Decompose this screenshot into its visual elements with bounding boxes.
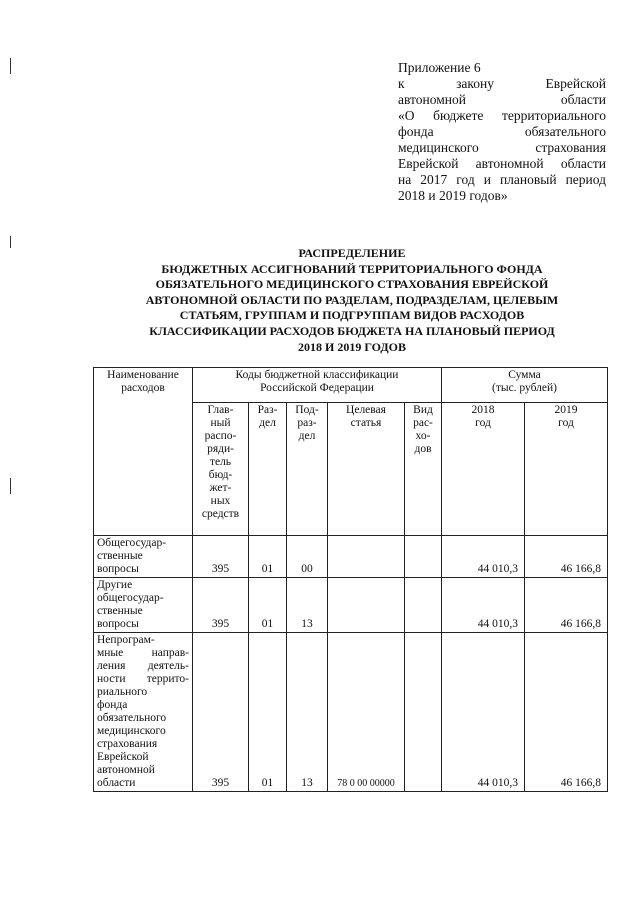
header-2018: [442, 403, 525, 536]
cell-2018: 44 010,3: [442, 578, 525, 633]
header-text: Раз-: [257, 404, 278, 416]
cell-celevaya: 78 0 00 00000: [328, 633, 405, 792]
header-text: хо-: [415, 430, 431, 442]
cell-vid: [405, 633, 442, 792]
header-text: дов: [414, 443, 432, 455]
header-text: статья: [350, 417, 382, 429]
cell-2019: 46 166,8: [525, 633, 608, 792]
header-text: Вид: [413, 404, 433, 416]
header-text: 2018: [471, 404, 495, 416]
header-text: раз-: [297, 417, 317, 429]
row-name-line: вопросы: [97, 618, 139, 630]
header-text: жет-: [209, 482, 232, 494]
title-line: ОБЯЗАТЕЛЬНОГО МЕДИЦИНСКОГО СТРАХОВАНИЯ ЕВРЕЙСКОЙ: [155, 277, 549, 292]
row-name-line: автономной: [97, 764, 155, 776]
row-name-line: Общегосудар-: [97, 537, 167, 549]
header-text: дел: [298, 430, 316, 442]
cell-celevaya: [328, 578, 405, 633]
cell-2019: 46 166,8: [525, 578, 608, 633]
header-text: ряди-: [207, 443, 234, 455]
table-row: [94, 536, 608, 578]
header-text: ный: [210, 417, 231, 429]
header-text: Наименование: [107, 369, 179, 381]
header-sum: [442, 368, 608, 403]
header-codes: [193, 368, 442, 403]
header-vid: [405, 403, 442, 536]
appendix-block: [398, 60, 606, 204]
cell-celevaya: [328, 536, 405, 578]
title-line: 2018 И 2019 ГОДОВ: [298, 339, 406, 354]
row-name-line: вопросы: [97, 563, 139, 575]
margin-mark: [10, 58, 11, 74]
header-text: год: [475, 417, 491, 429]
header-text: дел: [259, 417, 276, 429]
row-name-line: области: [97, 777, 136, 789]
table-row: [94, 633, 608, 792]
cell-razdel: 01: [249, 633, 287, 792]
row-name-line: фонда: [97, 699, 128, 711]
cell-podrazdel: 00: [287, 536, 328, 578]
appendix-line: к закону Еврейской: [398, 76, 606, 91]
header-text: ных: [210, 495, 231, 507]
header-glavny: [193, 403, 249, 536]
row-name: [94, 536, 193, 578]
header-text: 2019: [554, 404, 578, 416]
title-line: КЛАССИФИКАЦИИ РАСХОДОВ БЮДЖЕТА НА ПЛАНОВЫЙ ПЕРИОД: [149, 323, 555, 338]
row-name-line: ственные: [97, 550, 143, 562]
header-text: расходов: [121, 382, 165, 394]
appendix-line: медицинского страхования: [398, 140, 606, 155]
header-celevaya: [328, 403, 405, 536]
header-text: Под-: [295, 404, 319, 416]
margin-mark: [10, 478, 11, 494]
row-name-line: Другие: [97, 579, 133, 591]
header-text: год: [558, 417, 574, 429]
appendix-line: Приложение 6: [398, 60, 481, 75]
cell-glavny: 395: [193, 536, 249, 578]
cell-razdel: 01: [249, 578, 287, 633]
margin-mark: [10, 236, 11, 248]
row-name: [94, 633, 193, 792]
cell-razdel: 01: [249, 536, 287, 578]
row-name-line: обязательного: [97, 712, 167, 724]
cell-vid: [405, 536, 442, 578]
row-name-line: ности террито-: [97, 673, 189, 685]
header-podrazdel: [287, 403, 328, 536]
row-name-line: ления деятель-: [97, 660, 189, 672]
header-text: тель: [209, 456, 232, 468]
appendix-line: автономной области: [398, 92, 606, 107]
appendix-line: Еврейской автономной области: [398, 156, 606, 171]
header-text: (тыс. рублей): [491, 382, 558, 394]
title-line: БЮДЖЕТНЫХ АССИГНОВАНИЙ ТЕРРИТОРИАЛЬНОГО ФОНДА: [161, 261, 543, 276]
title-line: АВТОНОМНОЙ ОБЛАСТИ ПО РАЗДЕЛАМ, ПОДРАЗДЕЛАМ, ЦЕЛЕВЫМ: [145, 292, 559, 307]
title-line: РАСПРЕДЕЛЕНИЕ: [298, 246, 406, 260]
cell-vid: [405, 578, 442, 633]
header-razdel: [249, 403, 287, 536]
row-name-line: риального: [97, 686, 148, 698]
header-text: бюд-: [208, 469, 233, 481]
header-text: Глав-: [207, 404, 234, 416]
row-name-line: мные направ-: [97, 647, 189, 659]
appendix-line: «О бюджете территориального: [398, 108, 606, 123]
cell-2018: 44 010,3: [442, 633, 525, 792]
row-name-line: Непрограм-: [97, 634, 155, 646]
header-name: [94, 368, 193, 536]
row-name-line: ственные: [97, 605, 143, 617]
header-text: распо-: [204, 430, 237, 442]
cell-glavny: 395: [193, 633, 249, 792]
document-title: [110, 246, 594, 355]
row-name-line: общегосудар-: [97, 592, 164, 604]
appendix-line: 2018 и 2019 годов»: [398, 188, 508, 203]
cell-2018: 44 010,3: [442, 536, 525, 578]
header-text: Целевая: [346, 404, 386, 416]
header-text: Российской Федерации: [260, 382, 374, 394]
header-text: рас-: [413, 417, 433, 429]
cell-podrazdel: 13: [287, 578, 328, 633]
row-name-line: Еврейской: [97, 751, 149, 763]
appendix-line: фонда обязательного: [398, 124, 606, 139]
header-text: Коды бюджетной классификации: [235, 369, 399, 381]
appendix-line: на 2017 год и плановый период: [398, 172, 606, 187]
title-line: СТАТЬЯМ, ГРУППАМ И ПОДГРУППАМ ВИДОВ РАСХОДОВ: [179, 308, 525, 323]
cell-glavny: 395: [193, 578, 249, 633]
header-text: средств: [201, 508, 240, 520]
cell-2019: 46 166,8: [525, 536, 608, 578]
table-row: [94, 578, 608, 633]
header-2019: [525, 403, 608, 536]
row-name: [94, 578, 193, 633]
cell-podrazdel: 13: [287, 633, 328, 792]
budget-table: [93, 367, 608, 792]
row-name-line: страхования: [97, 738, 158, 750]
row-name-line: медицинского: [97, 725, 166, 737]
table-header-row: [94, 368, 608, 403]
header-text: Сумма: [508, 369, 541, 381]
